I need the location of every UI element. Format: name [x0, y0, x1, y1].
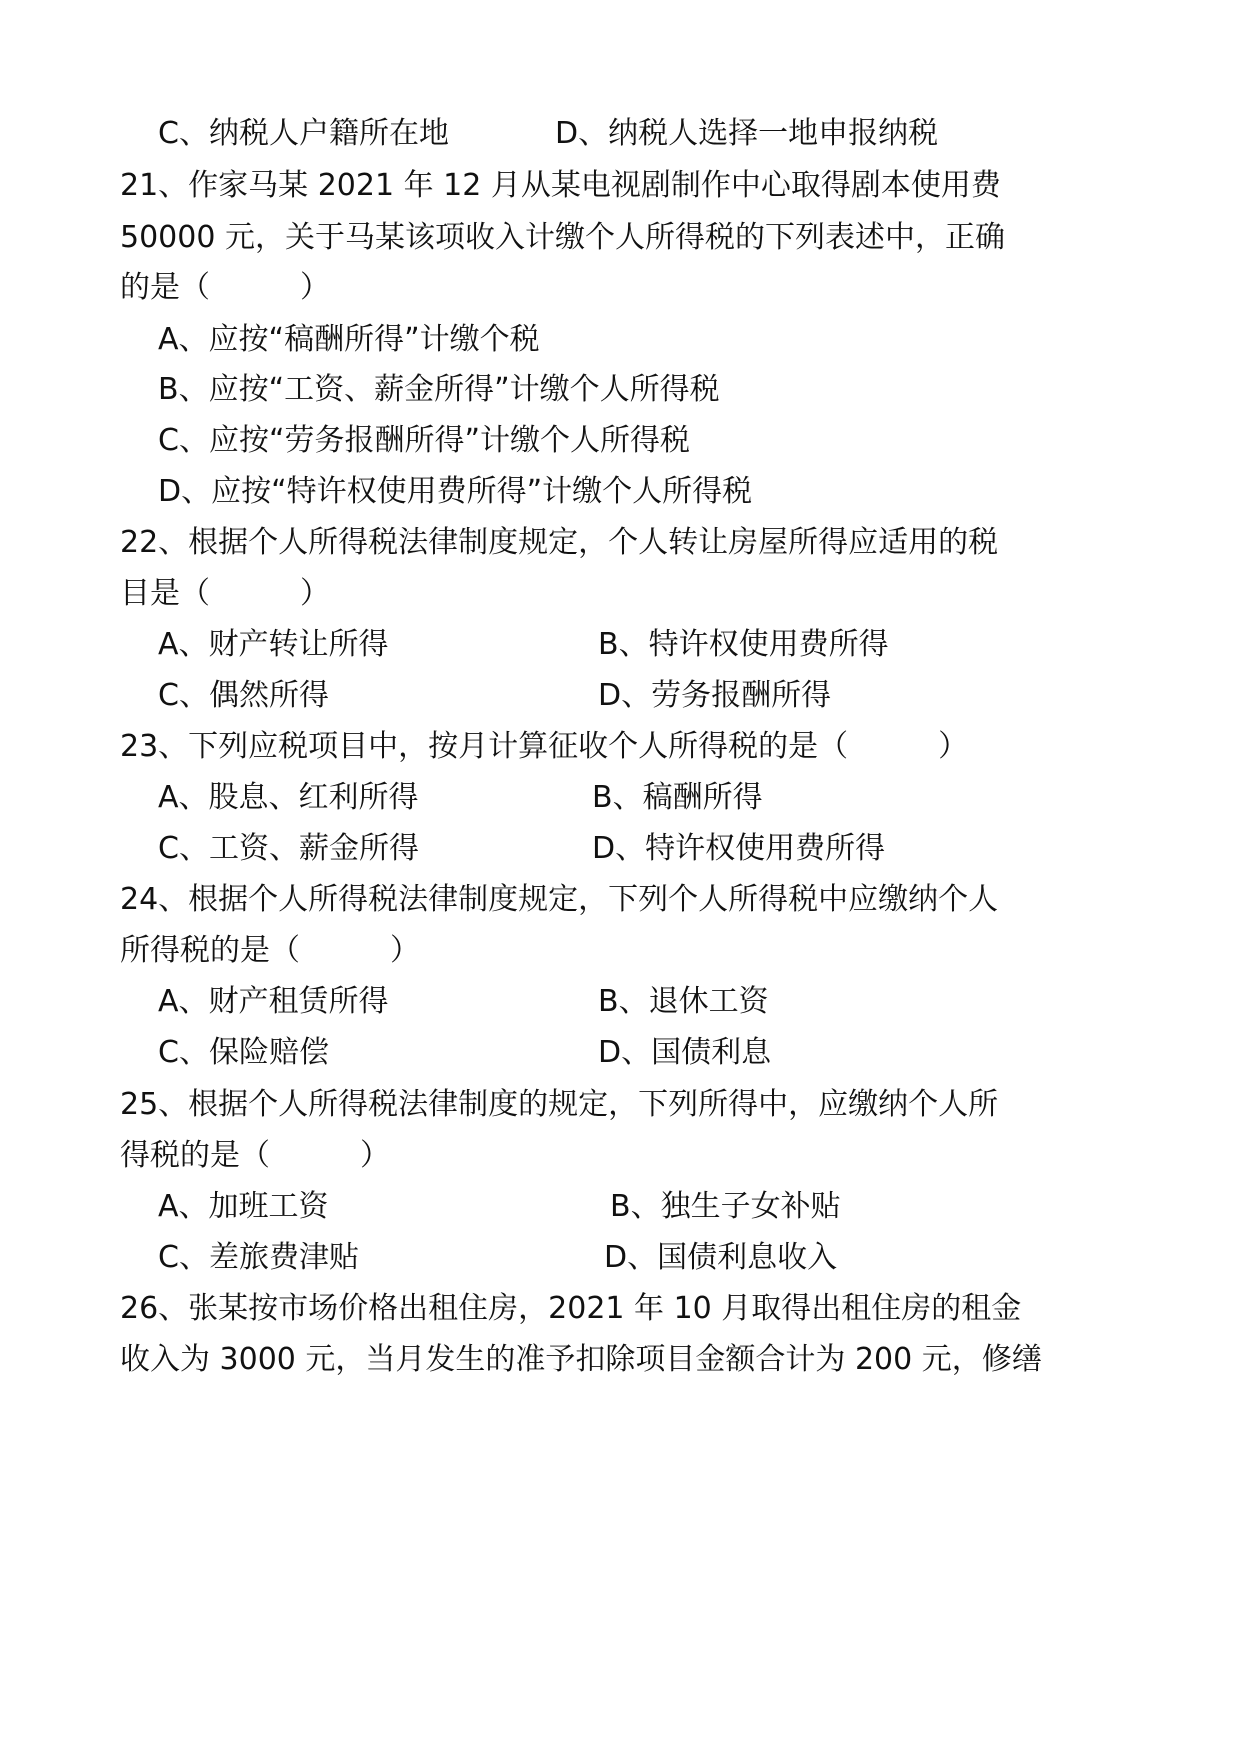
question-21-option-c: C、应按“劳务报酬所得”计缴个人所得税 [158, 423, 691, 458]
question-24-option-b: B、退休工资 [598, 984, 769, 1019]
question-24-option-c: C、保险赔偿 [158, 1035, 329, 1070]
question-26-line-2: 收入为 3000 元，当月发生的准予扣除项目金额合计为 200 元，修缮 [120, 1342, 1042, 1377]
question-26-line-1: 26、张某按市场价格出租住房，2021 年 10 月取得出租住房的租金 [120, 1291, 1022, 1326]
question-23-option-c: C、工资、薪金所得 [158, 831, 419, 866]
question-23-option-d: D、特许权使用费所得 [592, 831, 886, 866]
carry-over-option-d: D、纳税人选择一地申报纳税 [555, 116, 939, 151]
question-21-option-b: B、应按“工资、薪金所得”计缴个人所得税 [158, 372, 720, 407]
question-23-option-a: A、股息、红利所得 [158, 780, 419, 815]
question-25-option-d: D、国债利息收入 [604, 1240, 838, 1275]
question-23-line-1: 23、下列应税项目中，按月计算征收个人所得税的是（ ） [120, 729, 969, 764]
question-21-option-a: A、应按“稿酬所得”计缴个税 [158, 322, 540, 357]
question-22-option-d: D、劳务报酬所得 [598, 678, 832, 713]
question-22-line-2: 目是（ ） [120, 576, 330, 611]
question-25-line-2: 得税的是（ ） [120, 1138, 390, 1173]
question-21-line-1: 21、作家马某 2021 年 12 月从某电视剧制作中心取得剧本使用费 [120, 168, 1001, 203]
question-23-option-b: B、稿酬所得 [592, 780, 763, 815]
carry-over-option-c: C、纳税人户籍所在地 [158, 116, 449, 151]
question-24-option-a: A、财产租赁所得 [158, 984, 389, 1019]
question-21-option-d: D、应按“特许权使用费所得”计缴个人所得税 [158, 474, 753, 509]
question-25-line-1: 25、根据个人所得税法律制度的规定，下列所得中，应缴纳个人所 [120, 1087, 999, 1122]
question-24-line-2: 所得税的是（ ） [120, 933, 420, 968]
question-24-option-d: D、国债利息 [598, 1035, 772, 1070]
question-25-option-a: A、加班工资 [158, 1189, 329, 1224]
question-24-line-1: 24、根据个人所得税法律制度规定，下列个人所得税中应缴纳个人 [120, 882, 999, 917]
question-25-option-c: C、差旅费津贴 [158, 1240, 359, 1275]
question-21-line-3: 的是（ ） [120, 270, 330, 305]
question-21-line-2: 50000 元，关于马某该项收入计缴个人所得税的下列表述中，正确 [120, 220, 1005, 255]
question-22-line-1: 22、根据个人所得税法律制度规定，个人转让房屋所得应适用的税 [120, 525, 999, 560]
question-22-option-b: B、特许权使用费所得 [598, 627, 889, 662]
question-25-option-b: B、独生子女补贴 [610, 1189, 841, 1224]
question-22-option-a: A、财产转让所得 [158, 627, 389, 662]
question-22-option-c: C、偶然所得 [158, 678, 329, 713]
